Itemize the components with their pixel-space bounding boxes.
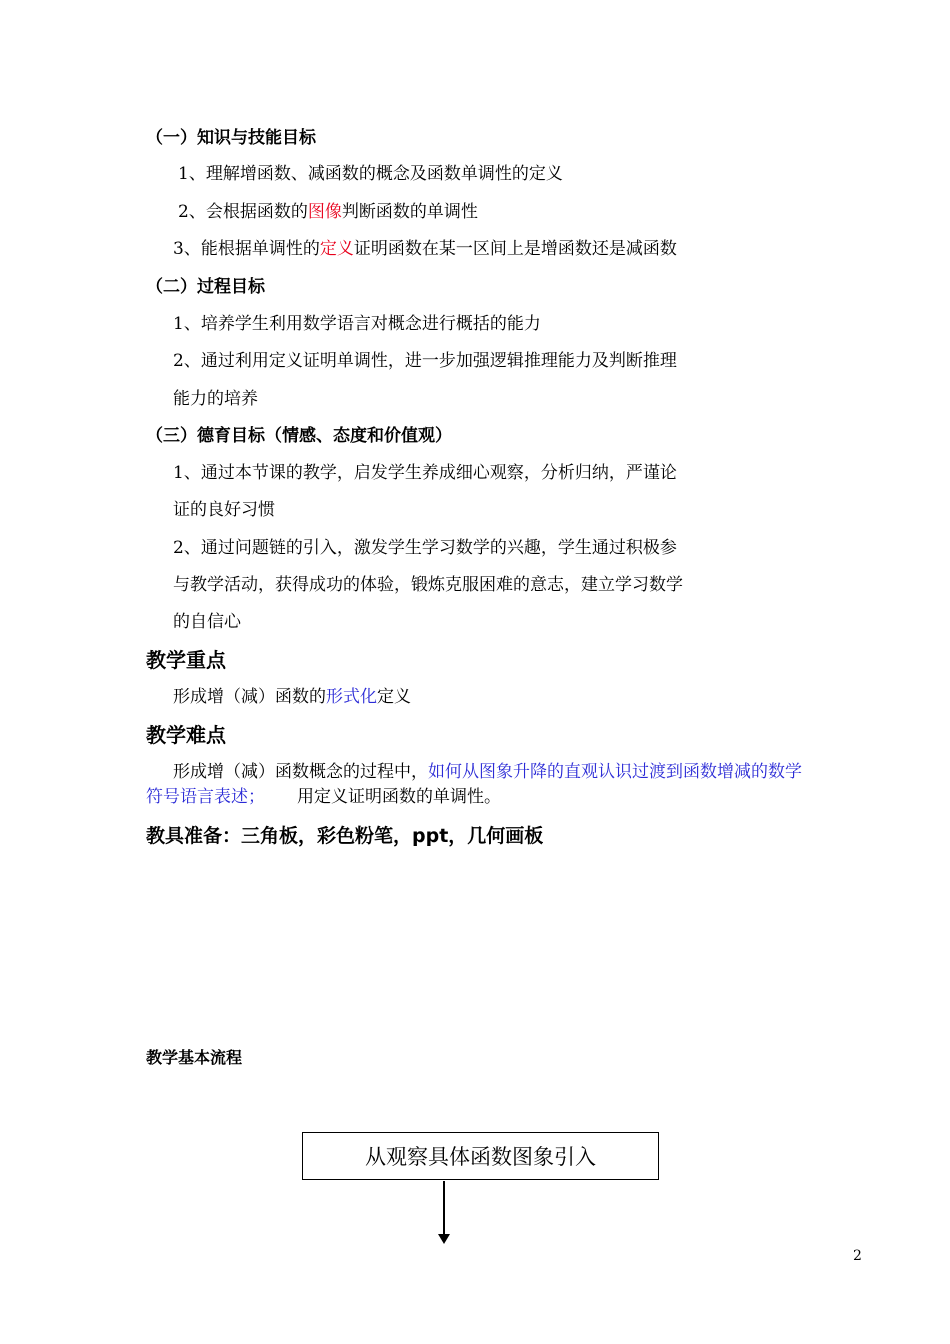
section-3-heading: （三）德育目标（情感、态度和价值观） <box>146 426 452 446</box>
arrow-down-icon <box>438 1234 450 1244</box>
s1-item-3: 3、能根据单调性的定义证明函数在某一区间上是增函数还是减函数 <box>173 239 677 259</box>
s3-item-2-line-2: 与教学活动，获得成功的体验，锻炼克服困难的意志，建立学习数学 <box>173 575 683 595</box>
difficulty-line-1: 形成增（减）函数概念的过程中，如何从图象升降的直观认识过渡到函数增减的数学 <box>173 762 802 782</box>
flow-box-label: 从观察具体函数图象引入 <box>365 1145 596 1169</box>
flow-box-start <box>302 1132 659 1180</box>
s3-item-1-line-1: 1、通过本节课的教学，启发学生养成细心观察，分析归纳，严谨论 <box>173 463 677 483</box>
flow-arrow-line <box>443 1181 445 1237</box>
key-points-heading: 教学重点 <box>146 648 226 672</box>
highlight-red: 定义 <box>319 239 354 259</box>
s2-item-2-line-1: 2、通过利用定义证明单调性，进一步加强逻辑推理能力及判断推理 <box>173 351 677 371</box>
section-2-heading: （二）过程目标 <box>146 277 265 297</box>
flow-heading: 教学基本流程 <box>146 1048 243 1067</box>
s3-item-1-line-2: 证的良好习惯 <box>173 500 275 520</box>
key-points-text: 形成增（减）函数的形式化定义 <box>173 687 411 707</box>
highlight-red: 图像 <box>307 202 342 222</box>
page-number: 2 <box>853 1248 862 1264</box>
highlight-blue: 形式化 <box>326 687 377 707</box>
highlight-blue: 如何从图象升降的直观认识过渡到函数增减的数学 <box>428 762 802 782</box>
s1-item-1: 1、理解增函数、减函数的概念及函数单调性的定义 <box>178 164 563 184</box>
highlight-blue: 符号语言表述； <box>146 787 265 807</box>
s3-item-2-line-3: 的自信心 <box>173 612 241 632</box>
s2-item-2-line-2: 能力的培养 <box>173 389 258 409</box>
difficulty-heading: 教学难点 <box>146 723 226 747</box>
s1-item-2: 2、会根据函数的图像判断函数的单调性 <box>178 202 478 222</box>
s3-item-2-line-1: 2、通过问题链的引入，激发学生学习数学的兴趣，学生通过积极参 <box>173 538 677 558</box>
tools-line: 教具准备：三角板，彩色粉笔，ppt，几何画板 <box>146 825 544 847</box>
difficulty-line-2: 符号语言表述； 用定义证明函数的单调性。 <box>146 787 501 807</box>
section-1-heading: （一）知识与技能目标 <box>146 128 316 148</box>
s2-item-1: 1、培养学生利用数学语言对概念进行概括的能力 <box>173 314 541 334</box>
